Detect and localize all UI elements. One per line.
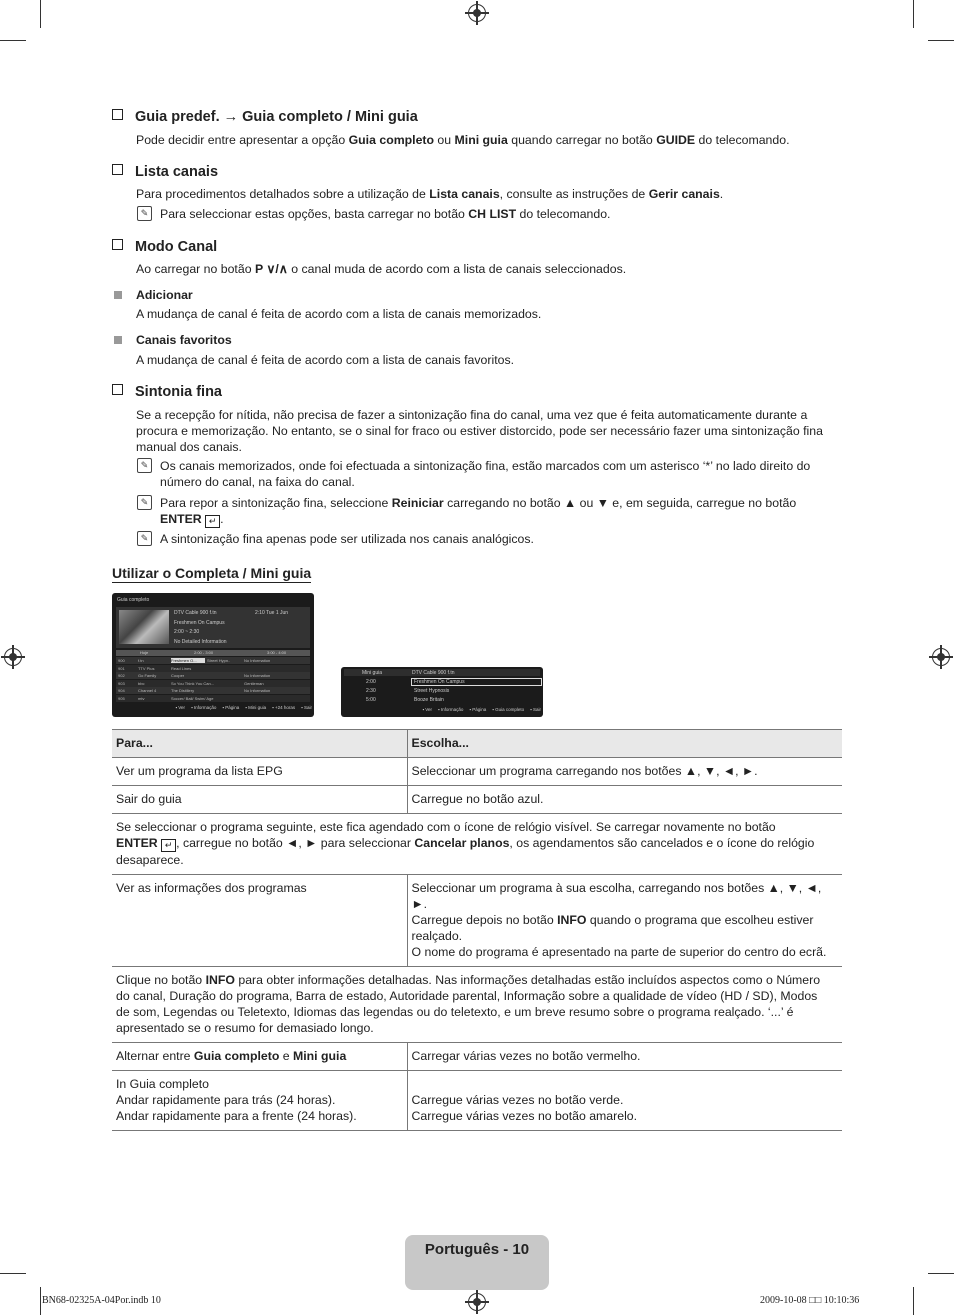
guide-row[interactable] <box>116 657 310 664</box>
guide-row[interactable] <box>116 680 310 687</box>
mini-guide-footer <box>381 707 541 712</box>
checkbox-bullet-icon <box>112 384 123 395</box>
guide-row[interactable] <box>116 687 310 694</box>
guide-cell: 904 <box>118 688 125 693</box>
program-time: 2:30 <box>366 688 376 694</box>
guide-cell: No Information <box>244 658 271 663</box>
mini-guide-rows <box>344 678 540 705</box>
mini-guide-row[interactable] <box>344 678 540 687</box>
crop-mark <box>913 1287 914 1315</box>
note-icon: ✎ <box>137 458 152 473</box>
table-row: Sair do guia Carregue no botão azul. <box>112 786 842 814</box>
subsection-text: A mudança de canal é feita de acordo com a lista de canais favoritos. <box>136 353 515 367</box>
table-row: Se seleccionar o programa seguinte, este fica agendado com o ícone de relógio visível. Se carregar novamente no botão ENTER ↵ , carregue no botão ◄, ► para seleccionar Cancelar planos, os agendamentos são cancelados e o ícone do relógio desaparece. <box>112 814 842 875</box>
table-row: In Guia completo Andar rapidamente para trás (24 horas). Andar rapidamente para a frente (24 horas). Carregue várias vezes no botão verde. Carregue várias vezes no botão amarelo. <box>112 1071 842 1131</box>
subsection-title: Canais favoritos <box>136 333 232 347</box>
note-text: A sintonização fina apenas pode ser utilizada nos canais analógicos. <box>160 532 534 546</box>
footer-hint: ▪ Página <box>222 705 240 710</box>
guide-cell: mtv <box>138 695 145 701</box>
guide-cell: Channel 4 <box>138 688 157 693</box>
guide-footer <box>136 705 312 710</box>
guide-cell: bbc <box>138 680 145 686</box>
program-title: Freshmen On Campus <box>414 679 465 685</box>
checkbox-bullet-icon <box>112 109 123 120</box>
guide-cell: Freshmen O... <box>171 658 205 663</box>
footer-hint: ▪ Sair <box>530 707 541 712</box>
section-title-modo-canal: Modo Canal <box>112 239 217 255</box>
print-date: 2009-10-08 □□ 10:10:36 <box>760 1295 860 1306</box>
guide-cell: 903 <box>118 680 125 686</box>
guide-cell: Gentleman <box>244 680 264 686</box>
footer-hint: ▪ Mini guia <box>245 705 267 710</box>
guide-row[interactable] <box>116 695 310 702</box>
registration-mark-icon <box>468 1293 486 1311</box>
square-bullet-icon <box>114 291 122 299</box>
crop-mark <box>0 40 26 41</box>
guide-cell: f.tn <box>138 658 144 663</box>
full-guide-screen: Guia completo DTV Cable 900 f.tn 2:10 Tue 1 Jun Freshmen On Campus 2:00 ~ 2:30 No Detailed Information Hoje 2:00 - 3:00 3:00 - 4:00 900 f.tn Freshmen O... Street Hypn.. No Information 901 TTV Plus Read Lines 902 Go Family Cooper No Information 903 bbc So You Think You Can... Gentleman 904 Channel 4 The Distillery No Information 905 mtv Soccer/ Ball/ Swim/ Age ▪ Ver ▪ Informação ▪ Página ▪ Mini guia ▪ +24 horas ▪ Sair <box>112 593 314 717</box>
table-row: Ver as informações dos programas Seleccionar um programa à sua escolha, carregando nos botões ▲, ▼, ◄, ►. Carregue depois no botão INFO quando o programa que escolheu estiver realçado. O nome do programa é apresentado na parte de superior do centro do ecrã. <box>112 875 842 967</box>
program-title: Street Hypnosis <box>414 688 450 694</box>
subsection-title: Adicionar <box>136 288 193 302</box>
program-title: Booze Britain <box>414 697 444 703</box>
footer-hint: ▪ +24 horas <box>272 705 296 710</box>
guide-cell: Read Lines <box>171 665 192 671</box>
section-text: Para procedimentos detalhados sobre a utilização de Lista canais, consulte as instruções de Gerir canais. <box>136 187 724 201</box>
table-row: Alternar entre Guia completo e Mini guia Carregar várias vezes no botão vermelho. <box>112 1043 842 1071</box>
square-bullet-icon <box>114 336 122 344</box>
guide-cell: 902 <box>118 673 125 678</box>
program-time: 5:00 <box>366 697 376 703</box>
guide-cell: No Information <box>244 673 271 678</box>
section-title-lista-canais: Lista canais <box>112 164 218 180</box>
footer-hint: ▪ Ver <box>422 707 433 712</box>
crop-mark <box>0 1273 26 1274</box>
section-text: Se a recepção for nítida, não precisa de fazer a sintonização fina do canal, uma vez que é feita automaticamente durante a procura e memorização. No entanto, se o sinal for fraco ou estiver distorcido, pode ser necessário fazer uma sintonização fina manual dos canais. <box>136 408 823 454</box>
crop-mark <box>40 1287 41 1315</box>
enter-icon: ↵ <box>205 515 220 528</box>
footer-hint: ▪ Informação <box>191 705 217 710</box>
registration-mark-icon <box>932 648 950 666</box>
footer-hint: ▪ Página <box>469 707 487 712</box>
note-text: Para repor a sintonização fina, seleccione Reiniciar carregando no botão ▲ ou ▼ e, em seguida, carregue no botão ENTER ↵ . <box>160 496 797 526</box>
guide-cell: 901 <box>118 665 125 671</box>
guide-cell: Soccer/ Ball/ Swim/ Age <box>171 695 214 701</box>
guide-heading: Utilizar o Completa / Mini guia <box>112 565 312 581</box>
section-text: Ao carregar no botão P ∨/∧ o canal muda de acordo com a lista de canais seleccionados. <box>136 262 627 276</box>
guide-cell: 905 <box>118 695 125 701</box>
section-title-sintonia-fina: Sintonia fina <box>112 384 222 400</box>
guide-cell: So You Think You Can... <box>171 680 215 686</box>
mini-guide-row[interactable] <box>344 696 540 705</box>
guide-cell: Street Hypn.. <box>207 658 231 663</box>
mini-guide-screen: Mini guia DTV Cable 900 f.tn 2:00 Freshmen On Campus 2:30 Street Hypnosis 5:00 Booze Britain ▪ Ver ▪ Informação ▪ Página ▪ Guia completo ▪ Sair <box>341 667 543 717</box>
section-title-guia-predef: Guia predef. → Guia completo / Mini guia <box>112 109 418 125</box>
section-text: Pode decidir entre apresentar a opção Guia completo ou Mini guia quando carregar no botão GUIDE do telecomando. <box>136 133 790 147</box>
table-row: Clique no botão INFO para obter informações detalhadas. Nas informações detalhadas estão incluídos aspectos como o Número do canal, Duração do programa, Barra de estado, Autoridade parental, Informação sobre a qualidade de vídeo (HD / SD), Modos de som, Legendas ou Teletexto, Idiomas das legendas ou do teletexto, e um breve resumo sobre o programa realçado. ‘...’ é apresentado se o resumo for demasiado longo. <box>112 967 842 1043</box>
guide-cell: TTV Plus <box>138 665 155 671</box>
crop-mark <box>928 40 954 41</box>
crop-mark <box>913 0 914 28</box>
file-name: BN68-02325A-04Por.indb 10 <box>42 1295 161 1306</box>
table-header: Para... Escolha... <box>112 730 842 758</box>
guide-cell: The Distillery <box>171 688 195 693</box>
guide-cell: No Information <box>244 688 271 693</box>
note-icon: ✎ <box>137 206 152 221</box>
subsection-text: A mudança de canal é feita de acordo com a lista de canais memorizados. <box>136 307 542 321</box>
guide-controls-table <box>112 729 842 1131</box>
footer-hint: ▪ Informação <box>438 707 464 712</box>
note-icon: ✎ <box>137 495 152 510</box>
tv-thumbnail <box>119 610 169 644</box>
note-icon: ✎ <box>137 531 152 546</box>
program-time: 2:00 <box>366 679 376 685</box>
checkbox-bullet-icon <box>112 164 123 175</box>
footer-hint: ▪ Guia completo <box>492 707 525 712</box>
guide-cell: 900 <box>118 658 125 663</box>
guide-row[interactable] <box>116 665 310 672</box>
table-row: Ver um programa da lista EPG Seleccionar um programa carregando nos botões ▲, ▼, ◄, ►. <box>112 758 842 786</box>
guide-cell: Go Family <box>138 673 157 678</box>
note-text: Para seleccionar estas opções, basta carregar no botão CH LIST do telecomando. <box>160 207 611 221</box>
enter-icon: ↵ <box>161 839 176 852</box>
guide-rows <box>116 657 310 702</box>
crop-mark <box>928 1273 954 1274</box>
guide-row[interactable] <box>116 672 310 679</box>
guide-cell: Cooper <box>171 673 185 678</box>
footer-hint: ▪ Ver <box>175 705 186 710</box>
mini-guide-row[interactable] <box>344 687 540 696</box>
crop-mark <box>40 0 41 28</box>
page-label: Português - 10 <box>424 1241 530 1258</box>
note-text: Os canais memorizados, onde foi efectuada a sintonização fina, estão marcados com um asterisco ‘*’ no lado direito do número do canal, na faixa do canal. <box>160 459 811 489</box>
footer-hint: ▪ Sair <box>301 705 312 710</box>
registration-mark-icon <box>468 4 486 22</box>
registration-mark-icon <box>4 648 22 666</box>
checkbox-bullet-icon <box>112 239 123 250</box>
